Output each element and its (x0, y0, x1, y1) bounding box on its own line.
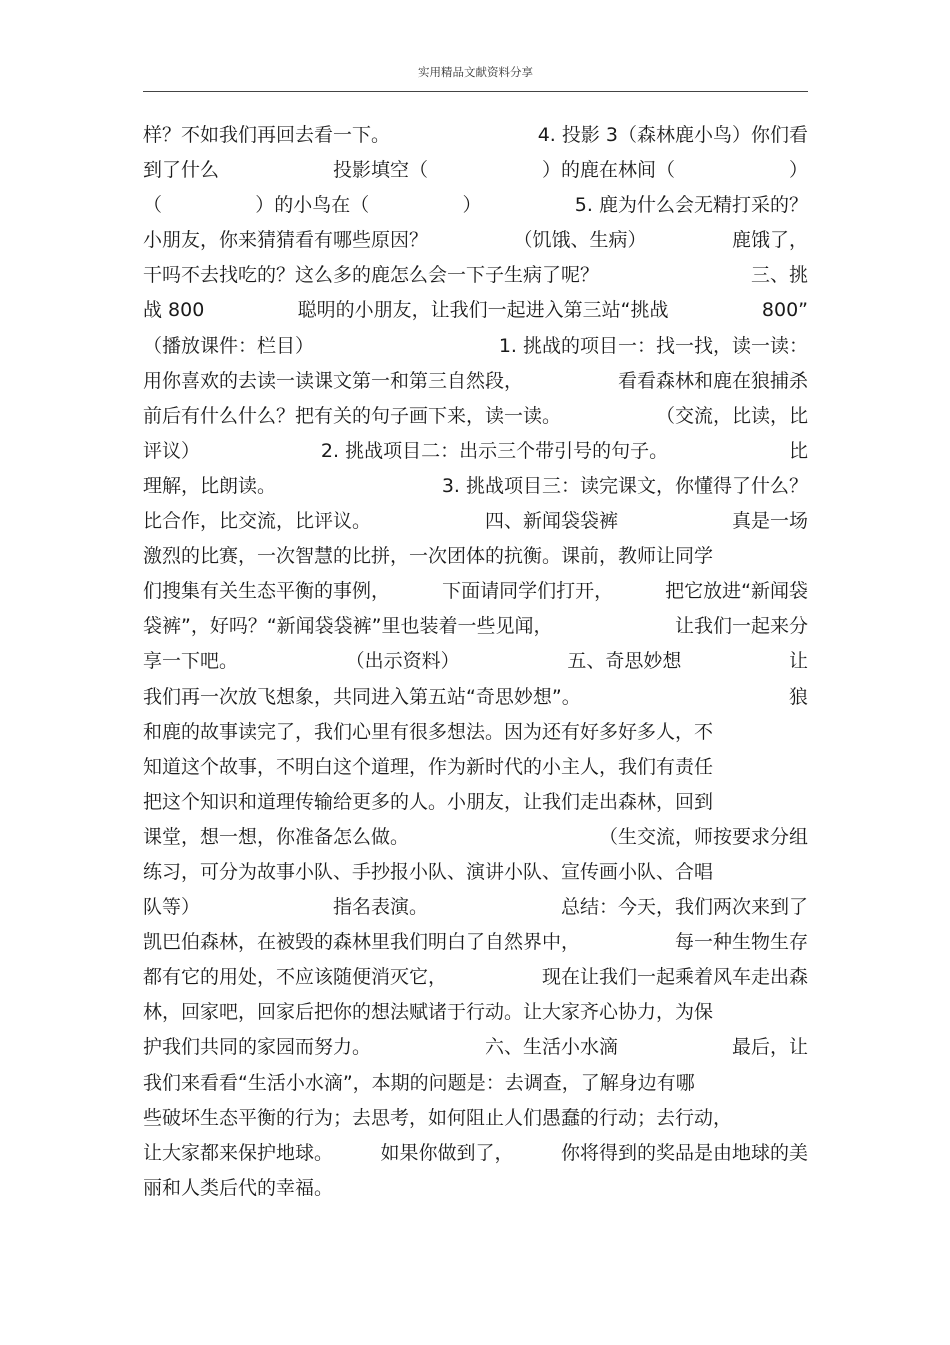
text-segment: 都有它的用处，不应该随便消灭它， (143, 966, 448, 989)
text-line (143, 1066, 808, 1101)
text-segment: 享一下吧。 (143, 650, 239, 673)
text-line (143, 364, 808, 399)
text-line (143, 785, 808, 820)
text-segment: 样？不如我们再回去看一下。 (143, 124, 391, 146)
text-segment: （播放课件：栏目） (143, 334, 315, 357)
text-segment: 4. 投影 3（森林鹿小鸟）你们看 (537, 124, 808, 146)
text-line (143, 820, 808, 855)
text-segment: 我们再一次放飞想象，共同进入第五站“奇思妙想”。 (143, 685, 581, 708)
text-segment: ） (462, 194, 482, 217)
text-segment: 总结：今天，我们两次来到了 (560, 896, 808, 919)
text-segment: 战 800 (143, 299, 205, 322)
page-header: 实用精品文献资料分享 (418, 65, 533, 79)
text-segment: 用你喜欢的去读一读课文第一和第三自然段， (143, 369, 524, 392)
text-line (143, 329, 808, 364)
text-line (143, 1171, 808, 1206)
text-line (143, 890, 808, 925)
text-segment: 六、生活小水滴 (484, 1036, 618, 1059)
text-segment: 练习，可分为故事小队、手抄报小队、演讲小队、宣传画小队、合唱 (143, 860, 714, 883)
text-segment: 四、新闻袋袋裤 (484, 510, 618, 533)
text-segment: 理解，比朗读。 (143, 474, 277, 497)
text-line (143, 1101, 808, 1136)
text-line (143, 223, 808, 258)
text-segment: 现在让我们一起乘着风车走出森 (541, 966, 808, 989)
text-segment: 1. 挑战的项目一：找一找，读一读： (498, 334, 808, 357)
text-line (143, 153, 808, 188)
text-segment: 指名表演。 (332, 896, 428, 919)
text-segment: ）的鹿在林间（ (541, 159, 675, 182)
text-segment: 袋裤”，好吗？“新闻袋袋裤”里也装着一些见闻， (143, 615, 553, 638)
text-segment: （出示资料） (345, 650, 460, 673)
text-line (143, 574, 808, 609)
text-segment: （生交流，师按要求分组 (598, 825, 808, 848)
text-segment: 5. 鹿为什么会无精打采的？ (574, 194, 808, 217)
text-segment: 真是一场 (731, 510, 808, 533)
text-segment: 队等） (143, 896, 201, 919)
header-divider (143, 91, 808, 92)
text-line (143, 644, 808, 679)
text-segment: 如果你做到了， (380, 1141, 514, 1164)
text-segment: 和鹿的故事读完了，我们心里有很多想法。因为还有好多好多人，不 (143, 720, 714, 743)
body-text (143, 118, 808, 1206)
text-segment: 投影填空（ (332, 159, 428, 182)
text-segment: 丽和人类后代的幸福。 (143, 1176, 334, 1199)
text-line (143, 609, 808, 644)
text-segment: 我们来看看“生活小水滴”，本期的问题是：去调查，了解身边有哪 (143, 1071, 695, 1094)
text-line (143, 960, 808, 995)
text-segment: 把它放进“新闻袋 (665, 580, 808, 603)
text-line (143, 399, 808, 434)
text-line (143, 118, 808, 153)
text-segment: 让我们一起来分 (674, 615, 808, 638)
text-segment: 评议） (143, 439, 201, 462)
text-segment: 鹿饿了， (731, 229, 808, 252)
text-line (143, 1030, 808, 1065)
text-line (143, 539, 808, 574)
text-line (143, 434, 808, 469)
text-segment: 每一种生物生存 (674, 931, 808, 954)
text-segment: 比 (788, 439, 808, 462)
text-segment: 狼 (788, 685, 808, 708)
text-line (143, 469, 808, 504)
text-line (143, 504, 808, 539)
text-segment: 三、挑 (750, 264, 808, 287)
text-segment: 护我们共同的家园而努力。 (143, 1036, 372, 1059)
text-line (143, 1136, 808, 1171)
text-segment: 让大家都来保护地球。 (143, 1141, 334, 1164)
text-line (143, 715, 808, 750)
text-segment: 把这个知识和道理传输给更多的人。小朋友，让我们走出森林，回到 (143, 790, 714, 813)
text-segment: 看看森林和鹿在狼捕杀 (617, 369, 808, 392)
text-segment: 课堂，想一想，你准备怎么做。 (143, 825, 410, 848)
text-segment: 你将得到的奖品是由地球的美 (560, 1141, 808, 1164)
text-segment: 聪明的小朋友，让我们一起进入第三站“挑战 (297, 299, 669, 322)
text-segment: 到了什么 (143, 159, 220, 182)
text-segment: 林，回家吧，回家后把你的想法赋诸于行动。让大家齐心协力，为保 (143, 1001, 714, 1024)
text-segment: 些破坏生态平衡的行为；去思考，如何阻止人们愚蠢的行动；去行动， (143, 1106, 733, 1129)
text-line (143, 293, 808, 328)
text-segment: 凯巴伯森林，在被毁的森林里我们明白了自然界中， (143, 931, 581, 954)
text-line (143, 925, 808, 960)
text-segment: 2. 挑战项目二：出示三个带引号的句子。 (320, 439, 669, 462)
text-segment: （饥饿、生病） (513, 229, 647, 252)
text-segment: 最后，让 (731, 1036, 808, 1059)
text-segment: （交流，比读，比 (655, 404, 808, 427)
text-line (143, 995, 808, 1030)
text-segment: 比合作，比交流，比评议。 (143, 510, 372, 533)
text-line (143, 855, 808, 890)
text-line (143, 680, 808, 715)
text-segment: 800” (761, 299, 808, 322)
text-segment: 激烈的比赛，一次智慧的比拼，一次团体的抗衡。课前，教师让同学 (143, 545, 714, 568)
text-segment: 让 (788, 650, 808, 673)
text-segment: （ (143, 194, 163, 217)
text-segment: 下面请同学们打开， (442, 580, 614, 603)
text-segment: 知道这个故事，不明白这个道理，作为新时代的小主人，我们有责任 (143, 755, 714, 778)
text-segment: 们搜集有关生态平衡的事例， (143, 580, 391, 603)
text-line (143, 188, 808, 223)
text-segment: ） (788, 159, 808, 182)
text-line (143, 750, 808, 785)
text-line (143, 258, 808, 293)
text-segment: 干吗不去找吃的？这么多的鹿怎么会一下子生病了呢？ (143, 264, 600, 287)
text-segment: 3. 挑战项目三：读完课文，你懂得了什么？ (441, 474, 808, 497)
text-segment: 五、奇思妙想 (567, 650, 682, 673)
text-segment: 小朋友，你来猜猜看有哪些原因？ (143, 229, 429, 252)
text-segment: 前后有什么什么？把有关的句子画下来，读一读。 (143, 404, 562, 427)
text-segment: ）的小鸟在（ (255, 194, 370, 217)
